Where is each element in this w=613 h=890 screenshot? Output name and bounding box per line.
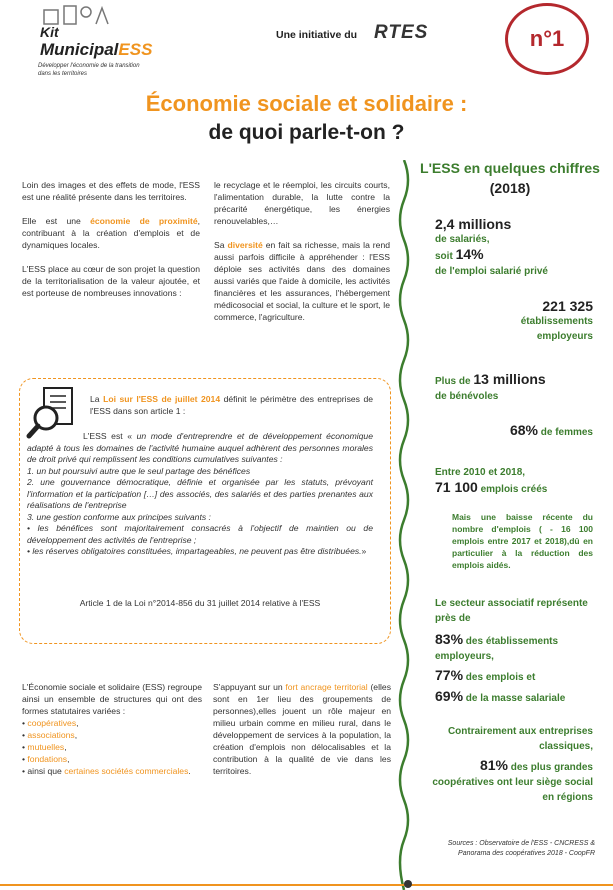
stat-number: 13 millions [473,371,546,387]
text: des plus grandes coopératives ont leur siège social en régions [432,762,593,803]
text: Entre 2010 et 2018, [435,467,526,478]
text: certaines sociétés commerciales [64,766,189,776]
text: des emplois et [463,672,536,683]
text: Elle est une [22,216,91,226]
text: associations [27,730,75,740]
intro-paragraph [214,239,390,323]
text: Sa [214,240,228,250]
law-condition: 2. une gouvernance démocratique, définie et organisée par les statuts, prévoyant l'information et la participation […] des associés, des salariés et des parties prenantes aux réalisations de l'entreprise [27,477,373,510]
stat-benevoles [435,372,600,404]
text [435,632,600,664]
structures-column [22,681,202,777]
list-item: • mutuelles, [22,742,67,752]
wavy-divider [392,160,416,890]
text: établissements employeurs [520,316,593,342]
text: (elles sont en 1er lieu des groupements de personnes),elles jouent un rôle majeur en milieu urbain comme en milieu rural, dans le développement de services à la population, la création d'emplois non délocalisables et la contribution à la qualité de vie dans les territoires. [213,682,391,776]
law-condition: • les bénéfices sont majoritairement consacrés à l'objectif de maintien ou de développement des activités de l'entreprise ; [27,523,373,545]
stat-number: 14% [455,246,484,262]
highlight-ancrage: fort ancrage territorial [285,682,368,692]
law-reference: Article 1 de la Loi n°2014-856 du 31 juillet 2014 relative à l'ESS [79,598,321,608]
text: L'ESS est « [83,431,137,441]
intro-paragraph: L'ESS place au cœur de son projet la question de la territorialisation de la valeur ajoutée, et est porteuse de nombreuses innovations : [22,264,200,298]
list-item: • coopératives, [22,718,79,728]
text [435,247,605,264]
text: de femmes [537,427,593,438]
text: de salariés, [435,234,490,245]
sources: Sources : Observatoire de l'ESS - CNCRESS & Panorama des coopératives 2018 - CoopFR [447,840,595,857]
ress-logo: RTES [374,22,429,43]
intro-paragraph [22,215,200,251]
text: Contrairement aux entreprises classiques, [447,726,593,752]
text: définit le périmètre des entreprises de l'ESS dans son article 1 : [90,394,374,416]
law-quote [27,431,373,558]
stat-number: 2,4 millions [435,216,512,232]
issue-badge: n°1 [505,3,589,75]
highlight-diversite: diversité [227,240,263,250]
initiative-label: Une initiative du [276,29,358,41]
text [430,758,593,805]
text: La [90,394,104,404]
text [435,372,600,389]
logo-municipal: Municipal [40,40,119,59]
text: un mode d'entreprendre et de développement économique adapté à tous les domaines de l'activité humaine auquel adhèrent des personnes morales de droit privé qui remplissent les conditions cumulatives suivantes : [27,431,373,464]
ancrage-column [213,681,391,777]
law-condition: 1. un but poursuivi autre que le seul partage des bénéfices [27,465,251,476]
logo-ess: ESS [118,40,153,59]
law-highlight: Loi sur l'ESS de juillet 2014 [103,394,221,404]
stats-title [420,158,600,198]
footer-dot [404,880,412,888]
text: fondations [27,754,68,764]
text: de l'emploi salarié privé [435,266,548,277]
text: soit [435,251,456,262]
text: mutuelles [27,742,65,752]
stat-number: 71 100 [435,479,478,495]
logo-tagline: Développer l'économie de la transition dans les territoires [38,63,140,77]
text: ainsi que [27,766,65,776]
stat-number: 77% [435,667,464,683]
structures-list [22,717,202,777]
page-title: Économie sociale et solidaire : [145,91,468,116]
text: coopératives [27,718,77,728]
list-item: • associations, [22,730,78,740]
stat-number: 69% [435,688,464,704]
stat-number: 221 325 [542,298,593,314]
text [435,480,600,497]
text: Plus de [435,376,474,387]
text: Le secteur associatif représente près de [435,598,588,624]
stat-number: 83% [435,631,464,647]
footer-line [0,884,613,886]
text: S'appuyant sur un [213,682,286,692]
intro-paragraph: Loin des images et des effets de mode, l'ESS est une réalité présente dans les territoires. [22,180,200,202]
stat-emplois [435,465,600,497]
list-item: • ainsi que certaines sociétés commerciales. [22,766,191,776]
stat-associatif [435,596,600,706]
stat-number: 81% [479,757,508,773]
stat-cooperatives [430,724,593,805]
text: de bénévoles [435,391,499,402]
law-condition: • les réserves obligatoires constituées, impartageables, ne peuvent pas être distribuées. [27,546,362,556]
stat-number: 68% [509,422,538,438]
text: emplois créés [477,484,548,495]
stat-emplois-note: Mais une baisse récente du nombre d'emplois ( - 16 100 emplois entre 2017 et 2018),dû en particulier à la réduction des emplois aidés. [452,512,593,570]
page-subtitle: de quoi parle-t-on ? [208,121,405,144]
text: des établissements employeurs, [435,636,559,662]
law-intro [90,393,373,417]
logo-kit: Kit [40,24,59,40]
text [435,689,600,706]
logo-municipal-ess [40,40,152,60]
intro-paragraph: le recyclage et le réemploi, les circuits courts, l'alimentation durable, la lutte contre la précarité énergétique, les énergies renouvelables,… [214,180,390,226]
stats-year: (2018) [489,180,531,196]
text: » [361,546,367,556]
intro-column-right [214,179,390,335]
text: en fait sa richesse, mais la rend aussi parfois difficile à appréhender : l'ESS déploie ses activités dans des domaines aussi variés que l'aide à domicile, les activités financières et les assurances, l'hébergement médicosocial et social, la culture et le sport, le commerce, l'agriculture. [214,240,390,322]
text: , contribuant à la création d'emplois et de dynamiques locales. [22,216,200,250]
law-condition: 3. une gestion conforme aux principes suivants : [27,511,211,522]
stat-femmes [430,423,593,440]
structures-intro: L'Économie sociale et solidaire (ESS) regroupe ainsi un ensemble de structures qui ont des formes statutaires variées : [22,682,202,716]
text: de la masse salariale [463,693,566,704]
text [435,668,600,685]
highlight-proximite: économie de proximité [90,216,198,226]
list-item: • fondations, [22,754,70,764]
text: . [188,766,191,776]
stat-etablissements [430,299,593,344]
stat-salaries [435,217,605,279]
text: L'ESS en quelques chiffres [420,160,600,176]
intro-column-left [22,179,200,311]
